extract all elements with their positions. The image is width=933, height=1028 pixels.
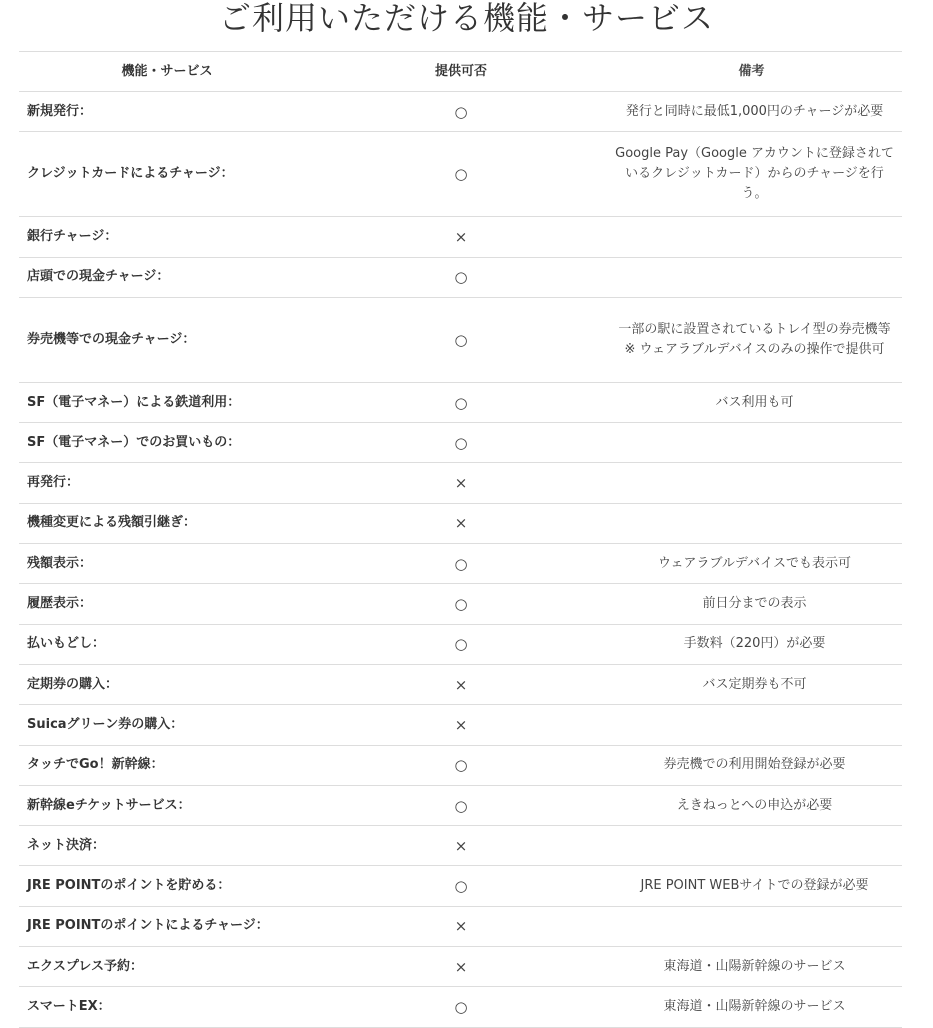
note-cell: 東海道・山陽新幹線のサービス <box>663 998 846 1014</box>
available-mark-icon: ○ <box>454 330 468 349</box>
feature-cell: 機種変更による残額引継ぎ： <box>27 515 197 531</box>
available-mark-icon: ○ <box>454 997 468 1016</box>
feature-cell: 新規発行： <box>27 103 93 119</box>
feature-cell: SF（電子マネー）による鉄道利用： <box>27 394 241 410</box>
feature-cell: JRE POINTのポイントによるチャージ： <box>27 918 269 934</box>
unavailable-mark-icon: × <box>454 715 468 734</box>
services-table <box>19 51 902 1028</box>
table-row <box>19 584 902 624</box>
unavailable-mark-icon: × <box>454 227 468 246</box>
available-mark-icon: ○ <box>454 433 468 452</box>
table-row <box>19 786 902 826</box>
header-availability: 提供可否 <box>434 63 487 79</box>
table-row <box>19 625 902 665</box>
available-mark-icon: ○ <box>454 554 468 573</box>
note-cell: バス利用も可 <box>715 394 794 410</box>
table-row <box>19 866 902 906</box>
feature-cell: JRE POINTのポイントを貯める： <box>27 878 231 894</box>
note-cell: バス定期券も不可 <box>702 676 807 692</box>
note-cell: 一部の駅に設置されているトレイ型の券売機等※ ウェアラブルデバイスのみの操作で提供可 <box>618 321 891 357</box>
unavailable-mark-icon: × <box>454 917 468 936</box>
note-cell: 発行と同時に最低1,000円のチャージが必要 <box>625 103 884 119</box>
note-cell: 手数料（220円）が必要 <box>683 636 826 652</box>
table-row <box>19 383 902 423</box>
note-cell: Google Pay（Google アカウントに登録されているクレジットカード）からのチャージを行う。 <box>615 146 894 202</box>
available-mark-icon: ○ <box>454 393 468 412</box>
feature-cell: 履歴表示： <box>27 596 93 612</box>
table-row <box>19 504 902 544</box>
table-row <box>19 665 902 705</box>
table-row <box>19 746 902 786</box>
table-row <box>19 947 902 987</box>
table-row <box>19 544 902 584</box>
feature-cell: タッチでGo！新幹線： <box>27 757 164 773</box>
page-title: ご利用いただける機能・サービス <box>218 0 714 37</box>
available-mark-icon: ○ <box>454 165 468 184</box>
feature-cell: 店頭での現金チャージ： <box>27 269 170 285</box>
feature-cell: 銀行チャージ： <box>27 228 118 244</box>
available-mark-icon: ○ <box>454 102 468 121</box>
available-mark-icon: ○ <box>454 877 468 896</box>
table-row <box>19 298 902 383</box>
feature-cell: エクスプレス予約： <box>27 958 143 974</box>
feature-cell: 払いもどし： <box>27 636 106 652</box>
available-mark-icon: ○ <box>454 756 468 775</box>
unavailable-mark-icon: × <box>454 474 468 493</box>
table-row <box>19 705 902 745</box>
available-mark-icon: ○ <box>454 595 468 614</box>
unavailable-mark-icon: × <box>454 836 468 855</box>
table-row <box>19 987 902 1027</box>
unavailable-mark-icon: × <box>454 957 468 976</box>
header-feature: 機能・サービス <box>121 63 213 79</box>
feature-cell: ネット決済： <box>27 837 106 853</box>
unavailable-mark-icon: × <box>454 514 468 533</box>
available-mark-icon: ○ <box>454 635 468 654</box>
table-header-row <box>19 52 902 92</box>
table-row <box>19 463 902 503</box>
table-row <box>19 258 902 298</box>
table-row <box>19 217 902 257</box>
note-cell: ウェアラブルデバイスでも表示可 <box>657 555 852 571</box>
feature-cell: 定期券の購入： <box>27 676 119 692</box>
table-row <box>19 92 902 132</box>
unavailable-mark-icon: × <box>454 675 468 694</box>
table-row <box>19 907 902 947</box>
note-cell: JRE POINT WEBサイトでの登録が必要 <box>640 878 869 894</box>
feature-cell: 券売機等での現金チャージ： <box>27 331 196 347</box>
note-cell: 東海道・山陽新幹線のサービス <box>663 958 846 974</box>
feature-cell: 残額表示： <box>27 555 93 571</box>
available-mark-icon: ○ <box>454 796 468 815</box>
header-notes: 備考 <box>738 63 765 79</box>
note-cell: 前日分までの表示 <box>702 596 807 612</box>
table-body <box>19 92 902 1028</box>
feature-cell: SF（電子マネー）でのお買いもの： <box>27 434 241 450</box>
feature-cell: スマートEX： <box>27 998 111 1014</box>
feature-cell: 再発行： <box>27 475 80 491</box>
feature-cell: クレジットカードによるチャージ： <box>27 166 234 182</box>
table-row <box>19 132 902 217</box>
note-cell: えきねっとへの申込が必要 <box>676 797 833 813</box>
note-cell: 券売機での利用開始登録が必要 <box>663 757 846 773</box>
available-mark-icon: ○ <box>454 268 468 287</box>
table-row <box>19 826 902 866</box>
table-row <box>19 423 902 463</box>
feature-cell: 新幹線eチケットサービス： <box>27 797 191 813</box>
feature-cell: Suicaグリーン券の購入： <box>27 716 184 732</box>
